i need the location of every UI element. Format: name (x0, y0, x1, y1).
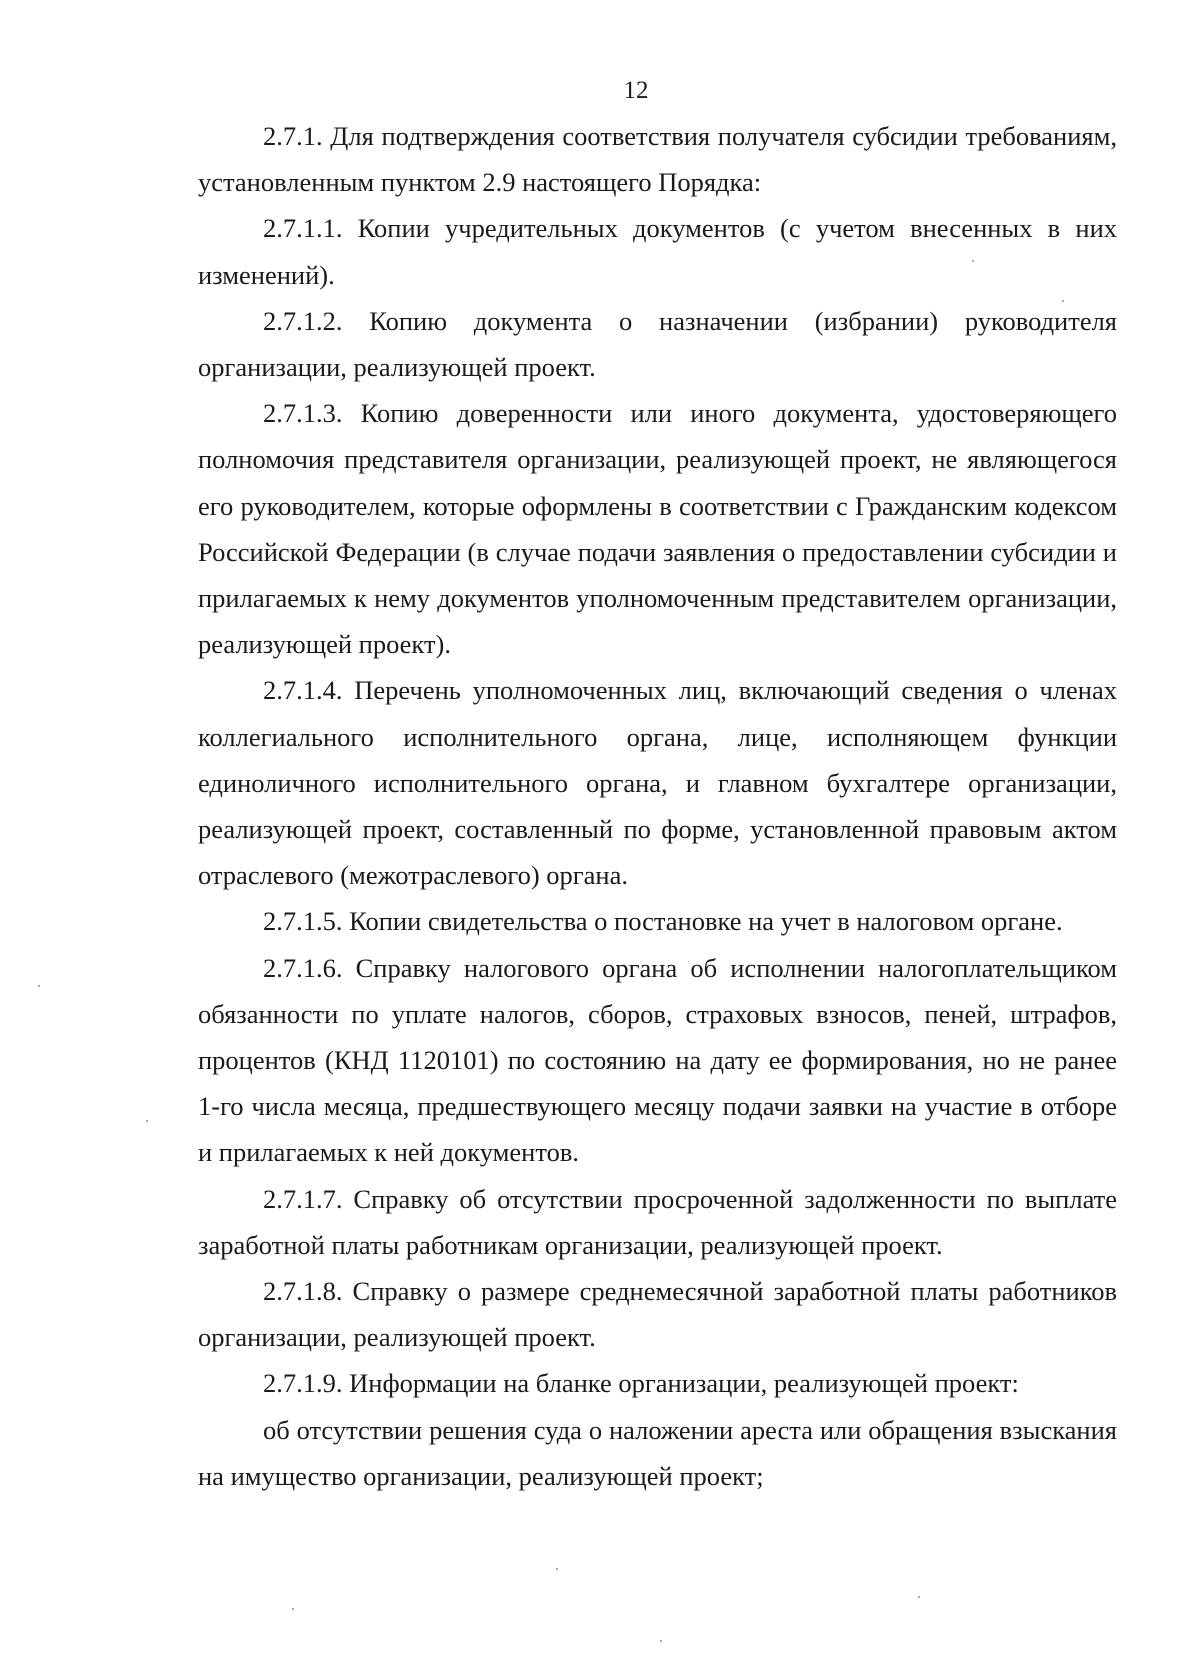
paragraph-2-7-1-4: 2.7.1.4. Перечень уполномоченных лиц, включающий сведения о членах коллегиального исполнительного органа, лице, исполняющем функции единоличного исполнительного органа, и главном бухгалтере организации, реализующей проект, составленный по форме, установленной правовым актом отраслевого (межотраслевого) органа. (198, 675, 1117, 891)
scan-speck (918, 1596, 920, 1598)
paragraph-2-7-1-7: 2.7.1.7. Справку об отсутствии просроченной задолженности по выплате заработной платы работникам организации, реализующей проект. (198, 1183, 1117, 1260)
paragraph-court-decision: об отсутствии решения суда о наложении ареста или обращения взыскания на имущество организации, реализующей проект; (198, 1414, 1117, 1491)
page-number: 12 (623, 77, 649, 104)
paragraph-2-7-1-6: 2.7.1.6. Справку налогового органа об исполнении налогоплательщиком обязанности по уплате налогов, сборов, страховых взносов, пеней, штрафов, процентов (КНД 1120101) по состоянию на дату ее формирования, но не ранее 1-го числа месяца, предшествующего месяцу подачи заявки на участие в отборе и прилагаемых к ней документов. (198, 952, 1117, 1168)
scan-speck (660, 1640, 662, 1642)
paragraph-2-7-1-2: 2.7.1.2. Копию документа о назначении (избрании) руководителя организации, реализующей проект. (198, 305, 1117, 383)
scan-speck (146, 1120, 148, 1122)
scan-speck (972, 260, 974, 262)
scan-speck (556, 1568, 558, 1570)
paragraph-2-7-1-3: 2.7.1.3. Копию доверенности или иного документа, удостоверяющего полномочия представителя организации, реализующей проект, не являющегося его руководителем, которые оформлены в соответствии с Гражданским кодексом Российской Федерации (в случае подачи заявления о предоставлении субсидии и прилагаемых к нему документов уполномоченным представителем организации, реализующей проект). (198, 398, 1117, 660)
document-body (198, 113, 1117, 1499)
paragraph-2-7-1-9: 2.7.1.9. Информации на бланке организации, реализующей проект: (263, 1368, 1019, 1399)
scan-speck (38, 985, 40, 987)
scan-speck (292, 1608, 294, 1610)
paragraph-2-7-1-1: 2.7.1.1. Копии учредительных документов (с учетом внесенных в них изменений). (198, 213, 1117, 290)
paragraph-2-7-1-8: 2.7.1.8. Справку о размере среднемесячной заработной платы работников организации, реализующей проект. (198, 1276, 1117, 1353)
scan-speck (1062, 300, 1064, 302)
paragraph-2-7-1-5: 2.7.1.5. Копии свидетельства о постановке на учет в налоговом органе. (263, 906, 1063, 937)
paragraph-2-7-1: 2.7.1. Для подтверждения соответствия получателя субсидии требованиям, установленным пунктом 2.9 настоящего Порядка: (198, 121, 1117, 198)
